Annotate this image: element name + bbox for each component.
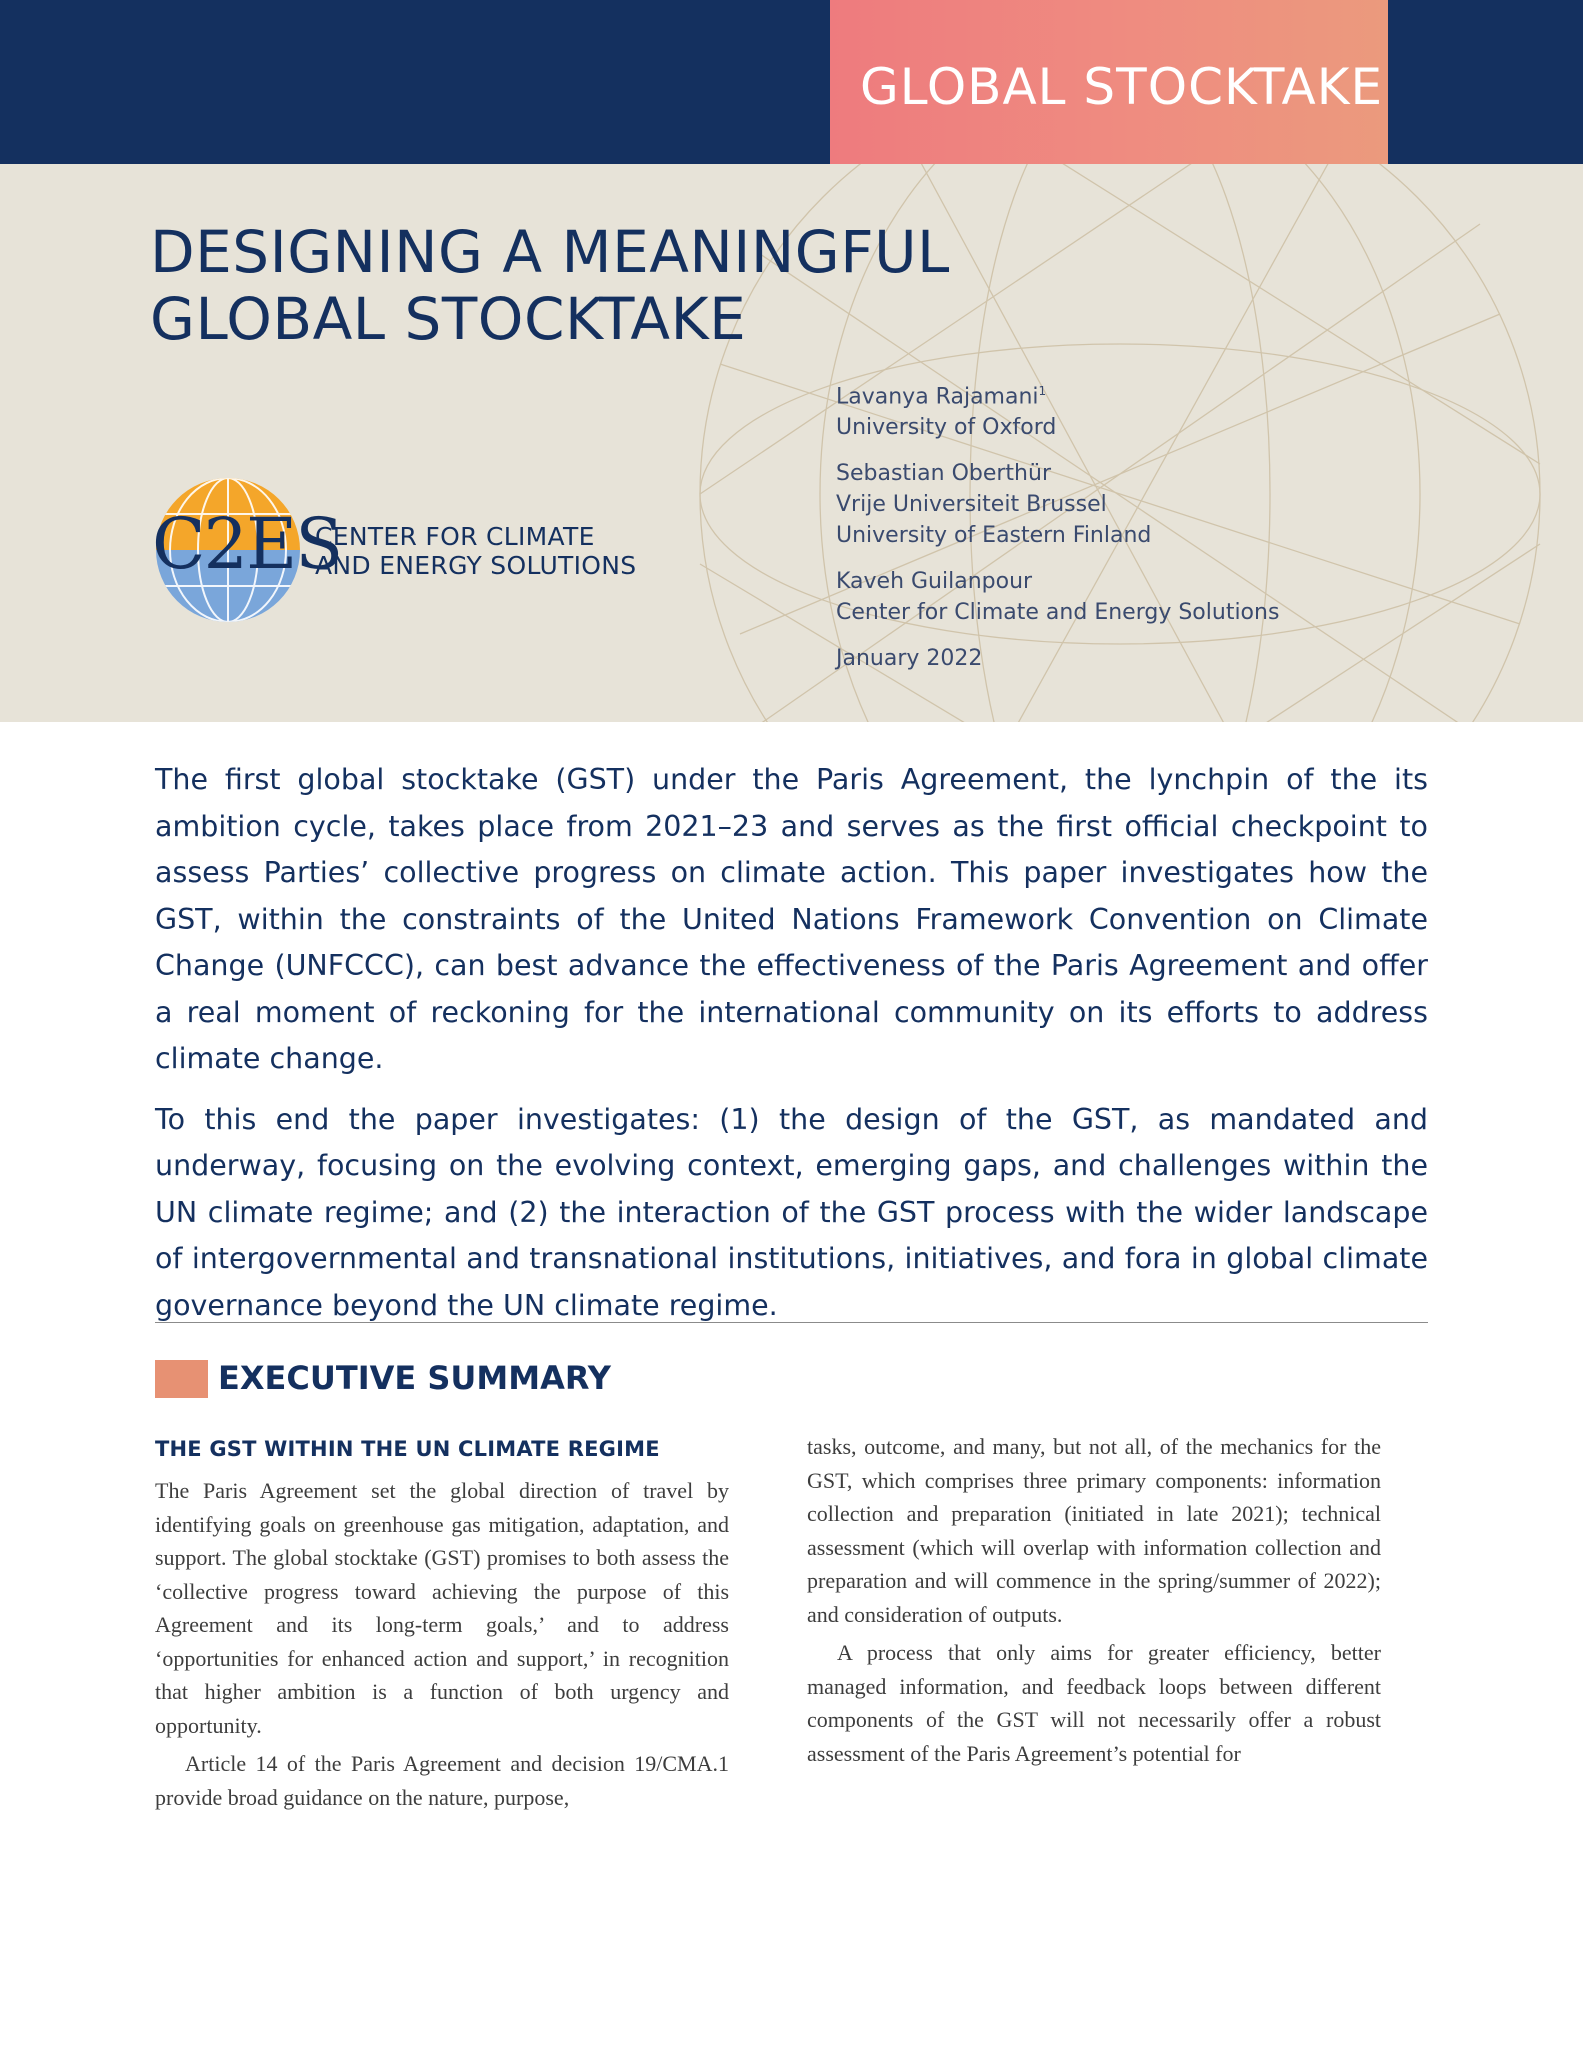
section-subheading: THE GST WITHIN THE UN CLIMATE REGIME — [155, 1437, 660, 1461]
title-line-2: GLOBAL STOCKTAKE — [150, 285, 747, 353]
author-block — [836, 376, 1279, 443]
logo-line-2: AND ENERGY SOLUTIONS — [315, 551, 637, 580]
series-tag — [830, 0, 1388, 164]
abstract-paragraph: The first global stocktake (GST) under the Paris Agreement, the lynchpin of the its ambition cycle, takes place from 2021–23 and serves as the first official checkpoint to assess Parties’ collective progress on climate action. This paper investigates how the GST, within the constraints of the United Nations Framework Convention on Climate Change (UNFCCC), can best advance the effectiveness of the Paris Agreement and offer a real moment of reckoning for the international community on its efforts to address climate change. — [155, 763, 1428, 1075]
author-name: Sebastian Oberthür — [836, 461, 1051, 487]
title-line-1: DESIGNING A MEANINGFUL — [150, 218, 950, 286]
author-affiliation: Vrije Universiteit Brussel — [836, 492, 1107, 518]
section-divider — [155, 1322, 1428, 1323]
author-name: Lavanya Rajamani$^1$ — [836, 384, 1047, 410]
series-tag-label: GLOBAL STOCKTAKE — [860, 58, 1384, 116]
heading-accent-square — [155, 1360, 208, 1398]
body-paragraph: Article 14 of the Paris Agreement and decision 19/CMA.1 provide broad guidance on the nature, purpose, — [155, 1751, 729, 1810]
author-affiliation: University of Oxford — [836, 415, 1057, 441]
c2es-logo — [152, 476, 672, 626]
body-column-right — [807, 1430, 1381, 1775]
body-paragraph: A process that only aims for greater efficiency, better managed information, and feedback loops between different components of the GST will not necessarily offer a robust assessment of the Paris Agreement’s potential for — [807, 1640, 1381, 1766]
executive-summary-title: EXECUTIVE SUMMARY — [218, 1359, 611, 1397]
abstract — [155, 757, 1428, 1343]
body-column-left — [155, 1434, 729, 1819]
body-paragraph: tasks, outcome, and many, but not all, of the mechanics for the GST, which comprises three primary components: information collection and preparation (initiated in late 2021); technical assessment (which will overlap with information collection and preparation and will commence in the spring/summer of 2022); and consideration of outputs. — [807, 1434, 1381, 1627]
author-block — [836, 458, 1279, 551]
author-list — [836, 376, 1279, 674]
author-affiliation: Center for Climate and Energy Solutions — [836, 600, 1280, 626]
logo-wordmark: C2ES — [152, 503, 342, 585]
logo-line-1: CENTER FOR CLIMATE — [315, 522, 595, 551]
publication-date: January 2022 — [836, 646, 983, 672]
author-name: Kaveh Guilanpour — [836, 569, 1033, 595]
logo-organization-name — [315, 522, 636, 580]
hero-section — [0, 164, 1583, 722]
author-block — [836, 566, 1279, 628]
author-affiliation: University of Eastern Finland — [836, 523, 1152, 549]
abstract-paragraph: To this end the paper investigates: (1) the design of the GST, as mandated and underway, focusing on the evolving context, emerging gaps, and challenges within the UN climate regime; and (2) the interaction of the GST process with the wider landscape of intergovernmental and transnational institutions, initiatives, and fora in global climate governance beyond the UN climate regime. — [155, 1102, 1428, 1322]
body-paragraph: The Paris Agreement set the global direction of travel by identifying goals on greenhouse gas mitigation, adaptation, and support. The global stocktake (GST) promises to both assess the ‘collective progress toward achieving the purpose of this Agreement and its long-term goals,’ and to address ‘opportunities for enhanced action and support,’ in recognition that higher ambition is a function of both urgency and opportunity. — [155, 1478, 729, 1738]
page-title — [150, 219, 950, 353]
footnote-marker: 1 — [1038, 384, 1047, 398]
